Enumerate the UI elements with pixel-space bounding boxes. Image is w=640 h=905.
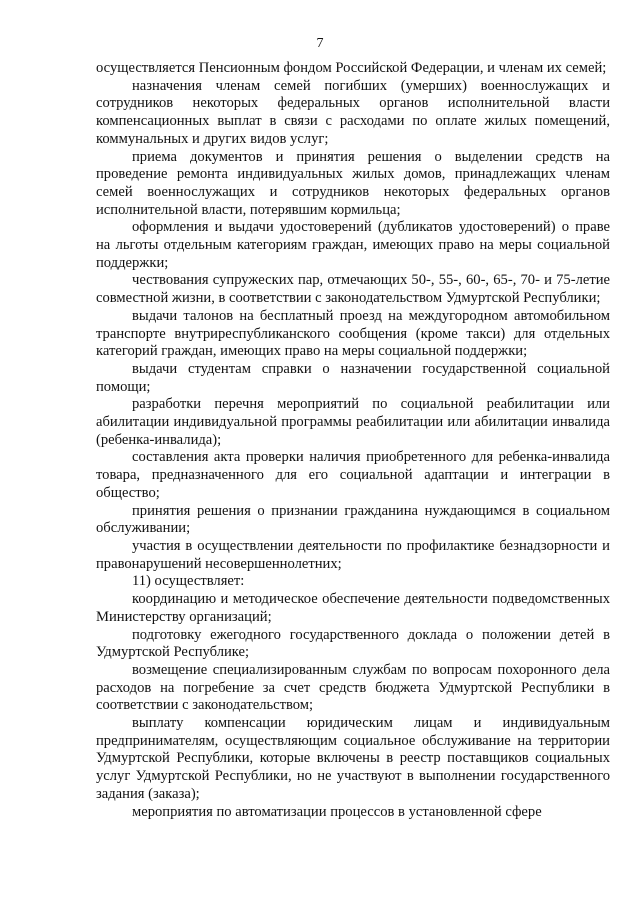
document-body [96, 60, 610, 821]
paragraph: мероприятия по автоматизации процессов в установленной сфере [132, 803, 542, 820]
paragraph: приема документов и принятия решения о выделении средств на проведение ремонта индивидуальных жилых домов, принадлежащих членам семей военнослужащих и сотрудников некоторых федеральных органов исполнительной власти, потерявшим кормильца; [96, 148, 610, 218]
paragraph: подготовку ежегодного государственного доклада о положении детей в Удмуртской Республике; [96, 626, 610, 661]
paragraph: координацию и методическое обеспечение деятельности подведомственных Министерству организаций; [96, 591, 610, 625]
paragraph: разработки перечня мероприятий по социальной реабилитации или абилитации индивидуальной программы реабилитации или абилитации инвалида (ребенка-инвалида); [96, 396, 610, 448]
paragraph: возмещение специализированным службам по вопросам похоронного дела расходов на погребение за счет средств бюджета Удмуртской Республики в соответствии с законодательством; [96, 661, 610, 714]
paragraph: составления акта проверки наличия приобретенного для ребенка-инвалида товара, предназначенного для его социальной адаптации и интеграции в общество; [96, 449, 610, 501]
page-number: 7 [316, 36, 324, 51]
paragraph: оформления и выдачи удостоверений (дубликатов удостоверений) о праве на льготы отдельным категориям граждан, имеющих право на меры социальной поддержки; [96, 219, 610, 271]
paragraph: 11) осуществляет: [132, 573, 245, 590]
paragraph: выплату компенсации юридическим лицам и индивидуальным предпринимателям, осуществляющим социальное обслуживание на территории Удмуртской Республики, которые включены в реестр поставщиков социальных услуг Удмуртской Республики, но не участвуют в выполнении государственного задания (заказа); [96, 715, 610, 802]
paragraph: назначения членам семей погибших (умерших) военнослужащих и сотрудников некоторых федеральных органов исполнительной власти компенсационных выплат в связи с расходами по оплате жилых помещений, коммунальных и других видов услуг; [96, 77, 610, 147]
paragraph: участия в осуществлении деятельности по профилактике безнадзорности и правонарушений несовершеннолетних; [96, 537, 610, 572]
paragraph: выдачи талонов на бесплатный проезд на междугородном автомобильном транспорте внутриреспубликанского сообщения (кроме такси) для отдельных категорий граждан, имеющих право на меры социальной поддержки; [96, 307, 610, 360]
paragraph: чествования супружеских пар, отмечающих 50-, 55-, 60-, 65-, 70- и 75-летие совместной жизни, в соответствии с законодательством Удмуртской Республики; [96, 272, 610, 307]
paragraph: выдачи студентам справки о назначении государственной социальной помощи; [96, 360, 610, 395]
paragraph: принятия решения о признании гражданина нуждающимся в социальном обслуживании; [96, 502, 610, 537]
paragraph: осуществляется Пенсионным фондом Российской Федерации, и членам их семей; [96, 60, 607, 76]
